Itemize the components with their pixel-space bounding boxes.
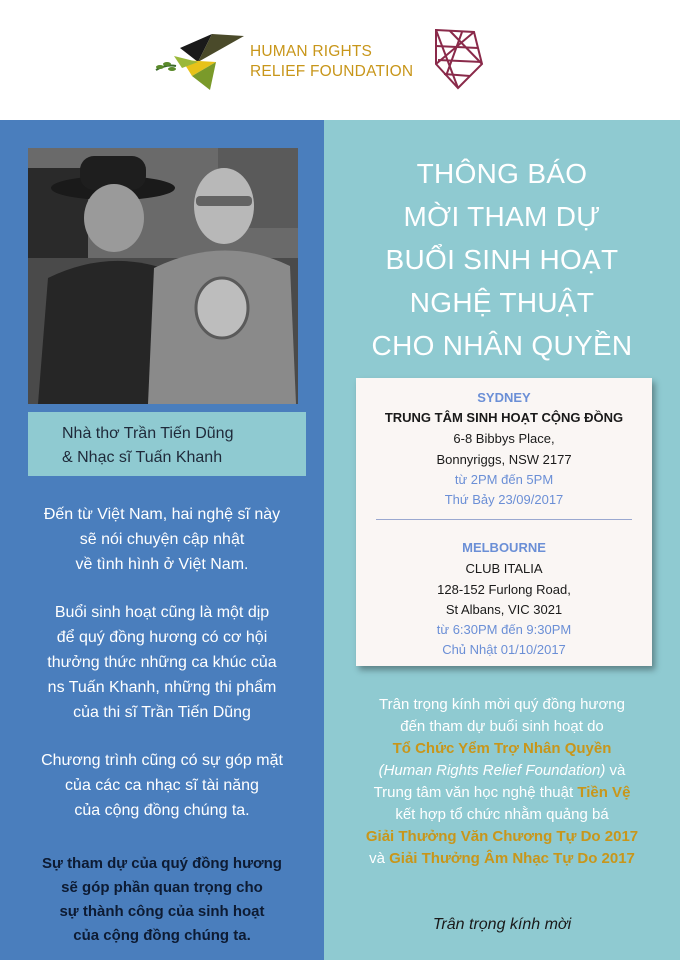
text-line: sẽ góp phần quan trọng cho [61, 879, 263, 896]
attendance-paragraph [8, 852, 316, 948]
text-line: thưởng thức những ca khúc của [47, 654, 277, 671]
music-award: Giải Thưởng Âm Nhạc Tự Do 2017 [389, 850, 635, 867]
program-paragraph [8, 600, 316, 725]
co-organizer-name: Tiền Vệ [577, 784, 631, 801]
literature-award: Giải Thưởng Văn Chương Tự Do 2017 [365, 828, 639, 845]
dove-logo-icon [152, 26, 248, 96]
text-line: sự thành công của sinh hoạt [59, 903, 265, 920]
text-line: của cộng đồng chúng ta. [74, 802, 250, 819]
text-line: Buổi sinh hoạt cũng là một dịp [54, 604, 270, 621]
sydney-city: SYDNEY [477, 390, 531, 405]
performers-paragraph [8, 748, 316, 823]
title-line: BUỔI SINH HOẠT [385, 244, 619, 275]
melbourne-time: từ 6:30PM đến 9:30PM [436, 622, 572, 637]
organizer-english-name: (Human Rights Relief Foundation) [378, 762, 606, 779]
org-line1: HUMAN RIGHTS [250, 43, 373, 60]
title-line: CHO NHÂN QUYỀN [371, 330, 633, 361]
text-line: Sự tham dự của quý đồng hương [42, 855, 282, 872]
org-logo-text [250, 42, 413, 82]
text-line: Đến từ Việt Nam, hai nghệ sĩ này [43, 506, 281, 523]
photo-caption [28, 412, 306, 476]
title-line: NGHỆ THUẬT [409, 287, 595, 318]
signoff: Trân trọng kính mời [432, 916, 572, 933]
caption-musician: & Nhạc sĩ Tuấn Khanh [62, 449, 223, 466]
invitation-text [332, 694, 672, 870]
text-line: ns Tuấn Khanh, những thi phẩm [47, 679, 277, 696]
melbourne-address1: 128-152 Furlong Road, [437, 582, 571, 597]
text-line: Chương trình cũng có sự góp mặt [41, 752, 283, 769]
title-line: THÔNG BÁO [416, 158, 588, 189]
event-details-card [356, 378, 652, 666]
melbourne-date: Chủ Nhật 01/10/2017 [442, 642, 566, 657]
artists-photo [28, 148, 298, 404]
melbourne-venue: CLUB ITALIA [465, 561, 543, 576]
sydney-address1: 6-8 Bibbys Place, [453, 431, 555, 446]
tienve-logo-icon [430, 24, 486, 94]
text-line: của cộng đồng chúng ta. [73, 927, 251, 944]
sydney-address2: Bonnyriggs, NSW 2177 [436, 452, 572, 467]
organizer-name: Tổ Chức Yểm Trợ Nhân Quyền [392, 740, 612, 757]
intro-paragraph [8, 502, 316, 577]
conjunction: và [369, 850, 390, 867]
caption-poet: Nhà thơ Trần Tiến Dũng [62, 425, 234, 442]
text-line: của các ca nhạc sĩ tài năng [65, 777, 259, 794]
announcement-title [334, 152, 670, 367]
text-line: Trung tâm văn học nghệ thuật [373, 784, 578, 801]
text-line: của thi sĩ Trần Tiến Dũng [73, 704, 251, 721]
sydney-date: Thứ Bảy 23/09/2017 [444, 492, 564, 507]
title-line: MỜI THAM DỰ [403, 201, 601, 232]
text-line: sẽ nói chuyện cập nhật [79, 531, 245, 548]
card-divider [376, 519, 632, 520]
text-line: Trân trọng kính mời quý đồng hương [379, 696, 625, 713]
header [0, 0, 680, 120]
conjunction: và [605, 762, 626, 779]
sydney-venue: TRUNG TÂM SINH HOẠT CỘNG ĐỒNG [384, 410, 624, 425]
text-line: về tình hình ở Việt Nam. [75, 556, 249, 573]
melbourne-address2: St Albans, VIC 3021 [445, 602, 563, 617]
melbourne-city: MELBOURNE [462, 540, 546, 555]
sydney-time: từ 2PM đến 5PM [454, 472, 554, 487]
text-line: kết hợp tổ chức nhằm quảng bá [395, 806, 609, 823]
org-line2: RELIEF FOUNDATION [250, 63, 414, 80]
text-line: để quý đồng hương có cơ hội [56, 629, 268, 646]
text-line: đến tham dự buổi sinh hoạt do [400, 718, 604, 735]
